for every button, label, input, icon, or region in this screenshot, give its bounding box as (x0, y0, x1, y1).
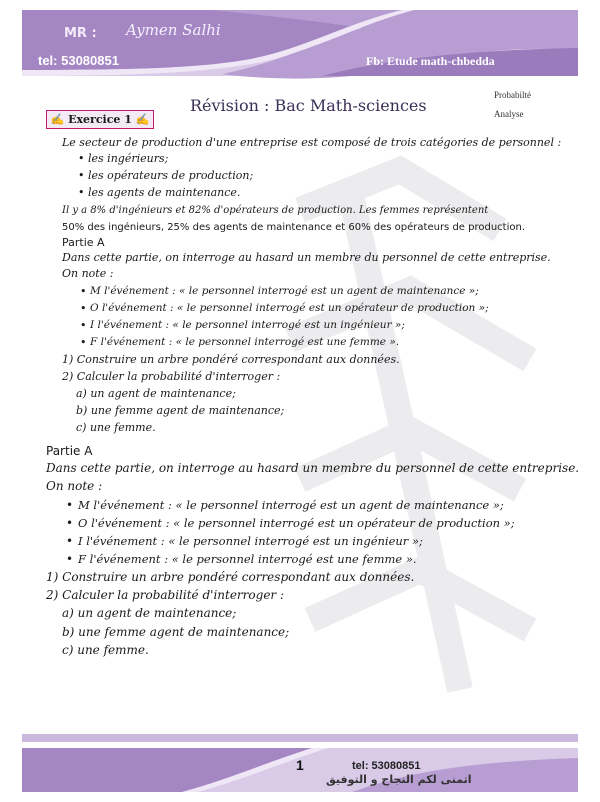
stats-line-2: 50% des ingénieurs, 25% des agents de maintenance et 60% des opérateurs de production. (62, 222, 526, 233)
footer-wishes: اتمنى لكم النجاح و التوفيق (326, 773, 472, 786)
footer-phone: tel: 53080851 (352, 760, 421, 772)
event-o: O l'événement : « le personnel interrogé est un opérateur de production »; (90, 302, 489, 314)
answer-b: b) une femme agent de maintenance; (62, 625, 290, 639)
stats-line-1: Il y a 8% d'ingénieurs et 82% d'opérateurs de production. Les femmes représentent (62, 205, 489, 216)
exercise-badge (46, 110, 154, 129)
answer-b: b) une femme agent de maintenance; (76, 404, 285, 417)
question-2: 2) Calculer la probabilité d'interroger : (46, 588, 285, 602)
event-i: I l'événement : « le personnel interrogé est un ingénieur »; (90, 319, 405, 331)
bullet: • (78, 169, 85, 182)
category-item: les agents de maintenance. (88, 186, 241, 199)
page-number: 1 (296, 757, 304, 773)
exercise-label: Exercice 1 (68, 113, 132, 126)
category-item: les opérateurs de production; (88, 169, 254, 182)
question-1: 1) Construire un arbre pondéré correspondant aux données. (62, 353, 400, 366)
tag-analysis: Analyse (494, 109, 524, 119)
event-m: M l'événement : « le personnel interrogé est un agent de maintenance »; (90, 285, 479, 297)
teacher-label: MR : (64, 26, 97, 41)
document-title: Révision : Bac Math-sciences (190, 96, 427, 115)
answer-c: c) une femme. (62, 643, 149, 657)
part-a-heading: Partie A (46, 444, 93, 458)
category-item: les ingérieurs; (88, 152, 169, 165)
event-m: M l'événement : « le personnel interrogé est un agent de maintenance »; (78, 498, 504, 512)
bullet: • (78, 152, 85, 165)
answer-c: c) une femme. (76, 421, 156, 434)
part-a-heading: Partie A (62, 236, 105, 249)
header-facebook: Fb: Etude math-chbedda (366, 54, 495, 68)
bullet: • (66, 516, 74, 530)
intro-text: Le secteur de production d'une entreprise est composé de trois catégories de personnel : (62, 136, 562, 149)
part-a-description: Dans cette partie, on interroge au hasard un membre du personnel de cette entreprise. (62, 251, 551, 264)
bullet: • (66, 498, 74, 512)
bullet: • (80, 319, 87, 332)
bullet: • (80, 285, 87, 298)
part-a-description: Dans cette partie, on interroge au hasard un membre du personnel de cette entreprise. (46, 461, 580, 475)
pen-icon: ✍ (50, 113, 65, 126)
watermark-graphic (260, 150, 560, 710)
event-o: O l'événement : « le personnel interrogé est un opérateur de production »; (78, 516, 515, 530)
event-f: F l'événement : « le personnel interrogé est une femme ». (90, 336, 400, 348)
teacher-name: Aymen Salhi (126, 21, 221, 39)
question-2: 2) Calculer la probabilité d'interroger : (62, 370, 281, 383)
note-label: On note : (46, 479, 103, 493)
bullet: • (80, 302, 87, 315)
topic-tags (494, 86, 531, 124)
header-banner (22, 10, 578, 86)
answer-a: a) un agent de maintenance; (62, 606, 237, 620)
note-label: On note : (62, 267, 114, 280)
bullet: • (66, 552, 74, 566)
header-background (22, 10, 578, 86)
pen-icon: ✍ (135, 113, 150, 126)
bullet: • (78, 186, 85, 199)
answer-a: a) un agent de maintenance; (76, 387, 236, 400)
header-phone: tel: 53080851 (38, 53, 119, 68)
bullet: • (80, 336, 87, 349)
event-i: I l'événement : « le personnel interrogé est un ingénieur »; (78, 534, 423, 548)
question-1: 1) Construire un arbre pondéré correspondant aux données. (46, 570, 415, 584)
tag-probability: Probabilté (494, 90, 531, 100)
event-f: F l'événement : « le personnel interrogé est une femme ». (78, 552, 417, 566)
bullet: • (66, 534, 74, 548)
